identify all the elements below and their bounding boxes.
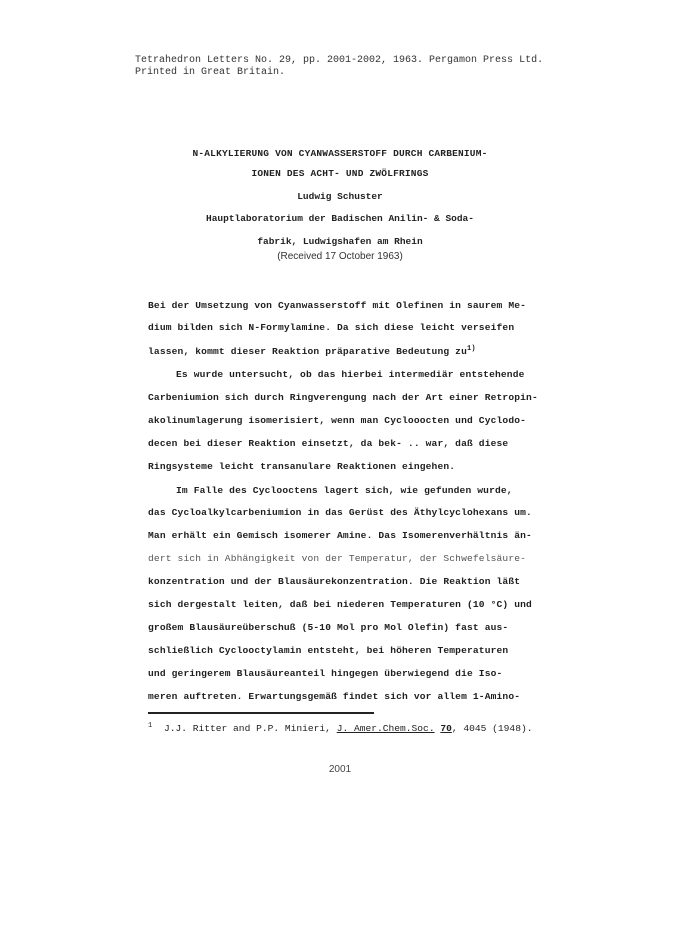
author-name: Ludwig Schuster <box>297 191 383 202</box>
body-line: dert sich in Abhängigkeit von der Temperatur, der Schwefelsäure- <box>148 553 527 564</box>
body-line: akolinumlagerung isomerisiert, wenn man Cyclooocten und Cyclodo- <box>148 415 527 426</box>
body-line: konzentration und der Blausäurekonzentration. Die Reaktion läßt <box>148 576 521 587</box>
footnote-authors: J.J. Ritter and P.P. Minieri, <box>163 723 331 735</box>
body-line: decen bei dieser Reaktion einsetzt, da bek- .. war, daß diese <box>148 438 509 449</box>
body-line: Es wurde untersucht, ob das hierbei intermediär entstehende <box>176 369 525 380</box>
affiliation-line-2: fabrik, Ludwigshafen am Rhein <box>257 236 423 247</box>
received-date: (Received 17 October 1963) <box>277 251 403 262</box>
body-line: dium bilden sich N-Formylamine. Da sich diese leicht verseifen <box>148 322 515 333</box>
footnote-volume: 70 <box>440 723 452 735</box>
footnote-rest: , 4045 (1948). <box>451 723 533 735</box>
body-line: Man erhält ein Gemisch isomerer Amine. Das Isomerenverhältnis än- <box>148 530 532 541</box>
journal-header-line-2: Printed in Great Britain. <box>135 67 286 78</box>
body-line-text: lassen, kommt dieser Reaktion präparative Bedeutung zu <box>148 346 467 358</box>
body-line: sich dergestalt leiten, daß bei niederen Temperaturen (10 °C) und <box>148 599 532 610</box>
affiliation-line-1: Hauptlaboratorium der Badischen Anilin- & Soda- <box>206 213 474 224</box>
footnote-marker: 1 <box>148 722 153 730</box>
page-number: 2001 <box>328 764 352 775</box>
footnote <box>148 722 532 734</box>
paper-title-line-2: IONEN DES ACHT- UND ZWÖLFRINGS <box>251 168 429 179</box>
body-line-with-ref <box>148 345 476 357</box>
body-line: und geringerem Blausäureanteil hingegen überwiegend die Iso- <box>148 668 503 679</box>
body-line: Im Falle des Cyclooctens lagert sich, wie gefunden wurde, <box>176 485 513 496</box>
body-line: das Cycloalkylcarbeniumion in das Gerüst des Äthylcyclohexans um. <box>148 507 532 518</box>
body-line: Carbeniumion sich durch Ringverengung nach der Art einer Retropin- <box>148 392 538 403</box>
journal-header-line-1: Tetrahedron Letters No. 29, pp. 2001-2002, 1963. Pergamon Press Ltd. <box>135 55 544 66</box>
paper-title-line-1: N-ALKYLIERUNG VON CYANWASSERSTOFF DURCH CARBENIUM- <box>192 148 488 159</box>
body-line: meren auftreten. Erwartungsgemäß findet sich vor allem 1-Amino- <box>148 691 521 702</box>
body-line: Bei der Umsetzung von Cyanwasserstoff mit Olefinen in saurem Me- <box>148 300 527 311</box>
body-line: Ringsysteme leicht transanulare Reaktionen eingehen. <box>148 461 456 472</box>
footnote-ref: 1) <box>467 345 476 353</box>
body-line: schließlich Cyclooctylamin entsteht, bei höheren Temperaturen <box>148 645 509 656</box>
footnote-divider <box>148 712 374 714</box>
body-line: großem Blausäureüberschuß (5-10 Mol pro Mol Olefin) fast aus- <box>148 622 509 633</box>
footnote-journal: J. Amer.Chem.Soc. <box>336 723 435 735</box>
